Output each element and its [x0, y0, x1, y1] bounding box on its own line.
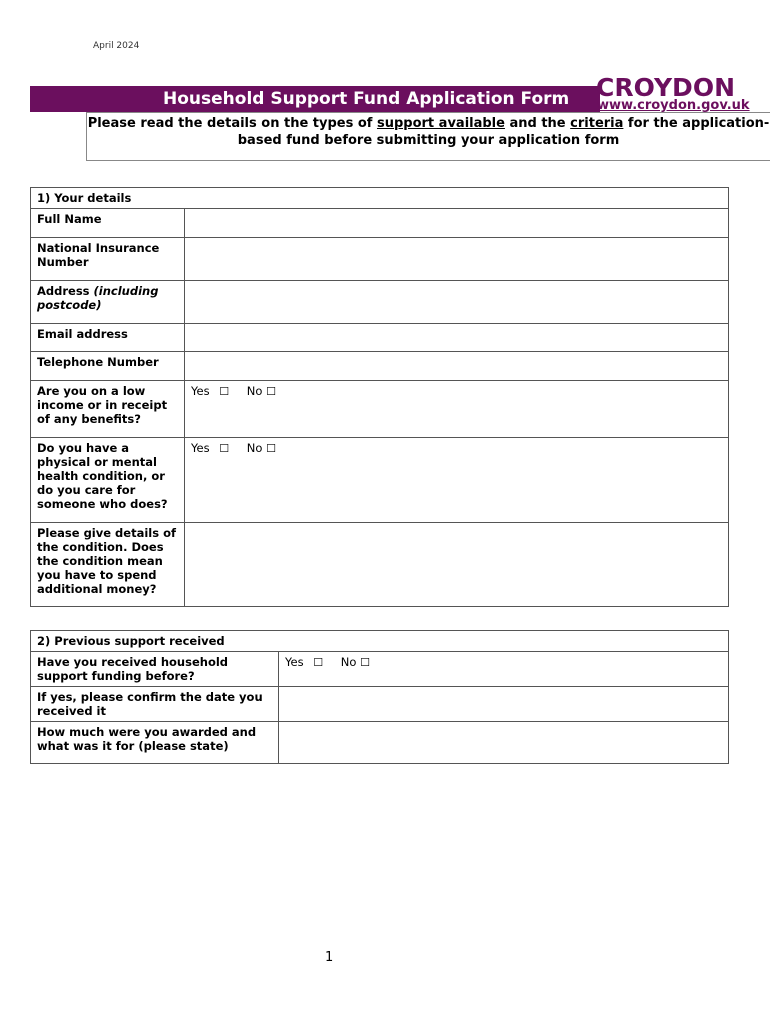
- received-date-question: If yes, please confirm the date you received it: [31, 687, 279, 722]
- received-yes-label: Yes: [285, 655, 304, 669]
- received-before-question: Have you received household support funding before?: [31, 652, 279, 687]
- ni-number-label: National Insurance Number: [31, 238, 185, 281]
- health-no-checkbox[interactable]: ☐: [266, 442, 276, 455]
- received-no-checkbox[interactable]: ☐: [360, 656, 370, 669]
- logo-word: CROYDON: [596, 73, 735, 102]
- email-label: Email address: [31, 324, 185, 352]
- received-date-field[interactable]: [279, 687, 729, 722]
- email-field[interactable]: [185, 324, 729, 352]
- page-number: 1: [325, 950, 334, 965]
- received-before-answer: [279, 652, 729, 687]
- received-no-label: No: [340, 655, 357, 669]
- intro-text-1: Please read the details on the types of: [87, 116, 377, 131]
- document-date: April 2024: [93, 41, 140, 51]
- health-yes-checkbox[interactable]: ☐: [219, 442, 230, 455]
- amount-field[interactable]: [279, 722, 729, 764]
- benefits-answer: [185, 381, 729, 438]
- full-name-label: Full Name: [31, 209, 185, 238]
- form-title: Household Support Fund Application Form: [30, 86, 600, 112]
- address-field[interactable]: [185, 281, 729, 324]
- ni-number-field[interactable]: [185, 238, 729, 281]
- amount-question: How much were you awarded and what was it for (please state): [31, 722, 279, 764]
- your-details-table: [30, 187, 729, 607]
- health-question: Do you have a physical or mental health condition, or do you care for someone who does?: [31, 438, 185, 523]
- benefits-no-label: No: [246, 384, 263, 398]
- criteria-link[interactable]: criteria: [570, 116, 624, 131]
- address-label-note: (including postcode): [37, 284, 159, 312]
- intro-text-2: and the: [504, 116, 571, 131]
- telephone-field[interactable]: [185, 352, 729, 381]
- address-label-text: Address: [37, 284, 94, 298]
- croydon-logo: [595, 73, 750, 114]
- benefits-yes-checkbox[interactable]: ☐: [219, 385, 230, 398]
- intro-notice: [86, 112, 770, 161]
- health-yes-label: Yes: [191, 441, 210, 455]
- telephone-label: Telephone Number: [31, 352, 185, 381]
- address-label: [31, 281, 185, 324]
- full-name-field[interactable]: [185, 209, 729, 238]
- section-2-heading: 2) Previous support received: [31, 631, 729, 652]
- support-available-link[interactable]: support available: [376, 116, 505, 131]
- previous-support-table: [30, 630, 729, 764]
- condition-question: Please give details of the condition. Does the condition mean you have to spend additional money?: [31, 523, 185, 607]
- logo-url-link[interactable]: www.croydon.gov.uk: [597, 98, 750, 113]
- received-yes-checkbox[interactable]: ☐: [313, 656, 324, 669]
- section-1-heading: 1) Your details: [31, 188, 729, 209]
- benefits-question: Are you on a low income or in receipt of any benefits?: [31, 381, 185, 438]
- health-no-label: No: [246, 441, 263, 455]
- intro-text-3: for the application-based fund before submitting your application form: [237, 116, 770, 148]
- condition-details-field[interactable]: [185, 523, 729, 607]
- benefits-yes-label: Yes: [191, 384, 210, 398]
- benefits-no-checkbox[interactable]: ☐: [266, 385, 276, 398]
- health-answer: [185, 438, 729, 523]
